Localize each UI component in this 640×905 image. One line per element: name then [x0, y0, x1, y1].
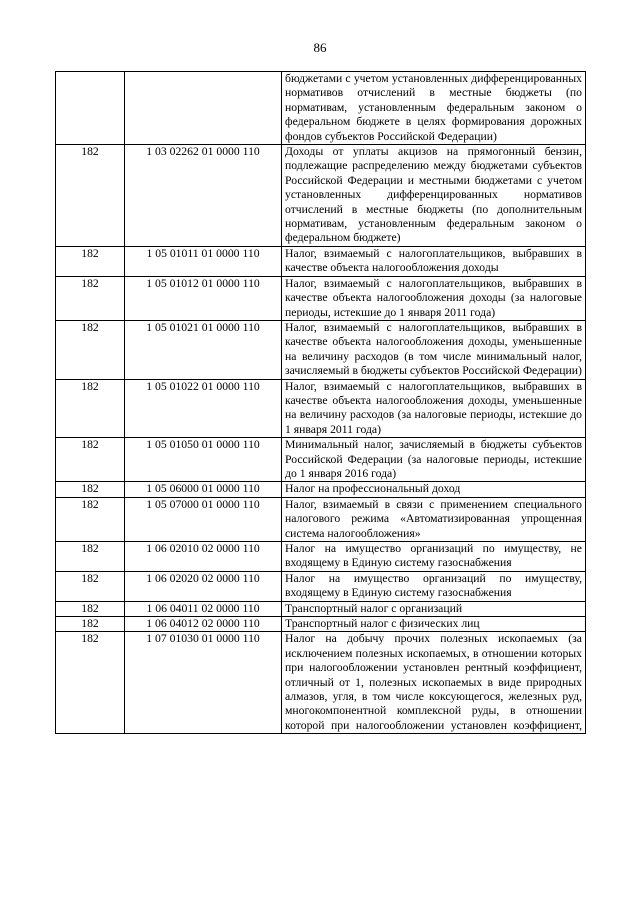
budget-code-cell: 1 06 02010 02 0000 110: [125, 542, 282, 572]
admin-code-cell: 182: [56, 438, 125, 482]
budget-code-cell: 1 03 02262 01 0000 110: [125, 145, 282, 247]
table-row: [56, 497, 586, 541]
budget-code-cell: 1 05 07000 01 0000 110: [125, 497, 282, 541]
revenue-name-cell: Налог на добычу прочих полезных ископаемых (за исключением полезных ископаемых, в отношении которых при налогообложении установлен рентный коэффициент, отличный от 1, полезных ископаемых в виде природных алмазов, угля, в том числе коксующегося, железных руд, многокомпонентной комплексной руды, в отношении которой при налогообложении установлен коэффициент,: [282, 632, 586, 734]
admin-code-cell: 182: [56, 482, 125, 497]
admin-code-cell: 182: [56, 632, 125, 734]
revenue-name-cell: Доходы от уплаты акцизов на прямогонный бензин, подлежащие распределению между бюджетами субъектов Российской Федерации и местными бюджетами с учетом установленных дифференцированных нормативов отчислений в местные бюджеты (по дополнительным нормативам, установленным федеральным законом о федеральном бюджете): [282, 145, 586, 247]
revenue-name-cell: Налог, взимаемый в связи с применением специального налогового режима «Автоматизированная упрощенная система налогообложения»: [282, 497, 586, 541]
page-number: 86: [313, 40, 327, 55]
table-row: [56, 482, 586, 497]
revenue-codes-table: [55, 71, 586, 734]
admin-code-cell: 182: [56, 571, 125, 601]
budget-code-cell: 1 05 01011 01 0000 110: [125, 246, 282, 276]
revenue-name-cell: Транспортный налог с организаций: [282, 601, 586, 616]
budget-code-cell: 1 06 02020 02 0000 110: [125, 571, 282, 601]
budget-code-cell: 1 05 01050 01 0000 110: [125, 438, 282, 482]
budget-code-cell: 1 06 04012 02 0000 110: [125, 617, 282, 632]
admin-code-cell: 182: [56, 246, 125, 276]
table-row: [56, 72, 586, 145]
revenue-name-cell: Налог на имущество организаций по имуществу, входящему в Единую систему газоснабжения: [282, 571, 586, 601]
admin-code-cell: 182: [56, 379, 125, 438]
table-row: [56, 617, 586, 632]
table-row: [56, 276, 586, 320]
admin-code-cell: [56, 72, 125, 145]
admin-code-cell: 182: [56, 542, 125, 572]
revenue-name-cell: Налог, взимаемый с налогоплательщиков, выбравших в качестве объекта налогообложения доходы (за налоговые периоды, истекшие до 1 января 2011 года): [282, 276, 586, 320]
budget-code-cell: 1 05 06000 01 0000 110: [125, 482, 282, 497]
revenue-name-cell: Налог, взимаемый с налогоплательщиков, выбравших в качестве объекта налогообложения доходы, уменьшенные на величину расходов (за налоговые периоды, истекшие до 1 января 2011 года): [282, 379, 586, 438]
table-row: [56, 320, 586, 379]
revenue-name-cell: Налог, взимаемый с налогоплательщиков, выбравших в качестве объекта налогообложения доходы, уменьшенные на величину расходов (в том числе минимальный налог, зачисляемый в бюджеты субъектов Российской Федерации): [282, 320, 586, 379]
budget-code-cell: 1 07 01030 01 0000 110: [125, 632, 282, 734]
revenue-name-cell: Минимальный налог, зачисляемый в бюджеты субъектов Российской Федерации (за налоговые периоды, истекшие до 1 января 2016 года): [282, 438, 586, 482]
admin-code-cell: 182: [56, 276, 125, 320]
table-row: [56, 145, 586, 247]
budget-code-cell: 1 05 01022 01 0000 110: [125, 379, 282, 438]
admin-code-cell: 182: [56, 497, 125, 541]
revenue-name-cell: Налог, взимаемый с налогоплательщиков, выбравших в качестве объекта налогообложения доходы: [282, 246, 586, 276]
budget-code-cell: 1 05 01021 01 0000 110: [125, 320, 282, 379]
admin-code-cell: 182: [56, 320, 125, 379]
budget-code-cell: 1 05 01012 01 0000 110: [125, 276, 282, 320]
table-row: [56, 542, 586, 572]
revenue-name-cell: Транспортный налог с физических лиц: [282, 617, 586, 632]
table-row: [56, 571, 586, 601]
revenue-name-cell: Налог на профессиональный доход: [282, 482, 586, 497]
table-row: [56, 379, 586, 438]
revenue-name-cell: бюджетами с учетом установленных дифференцированных нормативов отчислений в местные бюджеты (по нормативам, установленным федеральным законом о федеральном бюджете в целях формирования дорожных фондов субъектов Российской Федерации): [282, 72, 586, 145]
table-row: [56, 632, 586, 734]
table-row: [56, 438, 586, 482]
admin-code-cell: 182: [56, 601, 125, 616]
budget-code-cell: 1 06 04011 02 0000 110: [125, 601, 282, 616]
admin-code-cell: 182: [56, 617, 125, 632]
revenue-name-cell: Налог на имущество организаций по имуществу, не входящему в Единую систему газоснабжения: [282, 542, 586, 572]
table-row: [56, 601, 586, 616]
budget-code-cell: [125, 72, 282, 145]
admin-code-cell: 182: [56, 145, 125, 247]
table-row: [56, 246, 586, 276]
